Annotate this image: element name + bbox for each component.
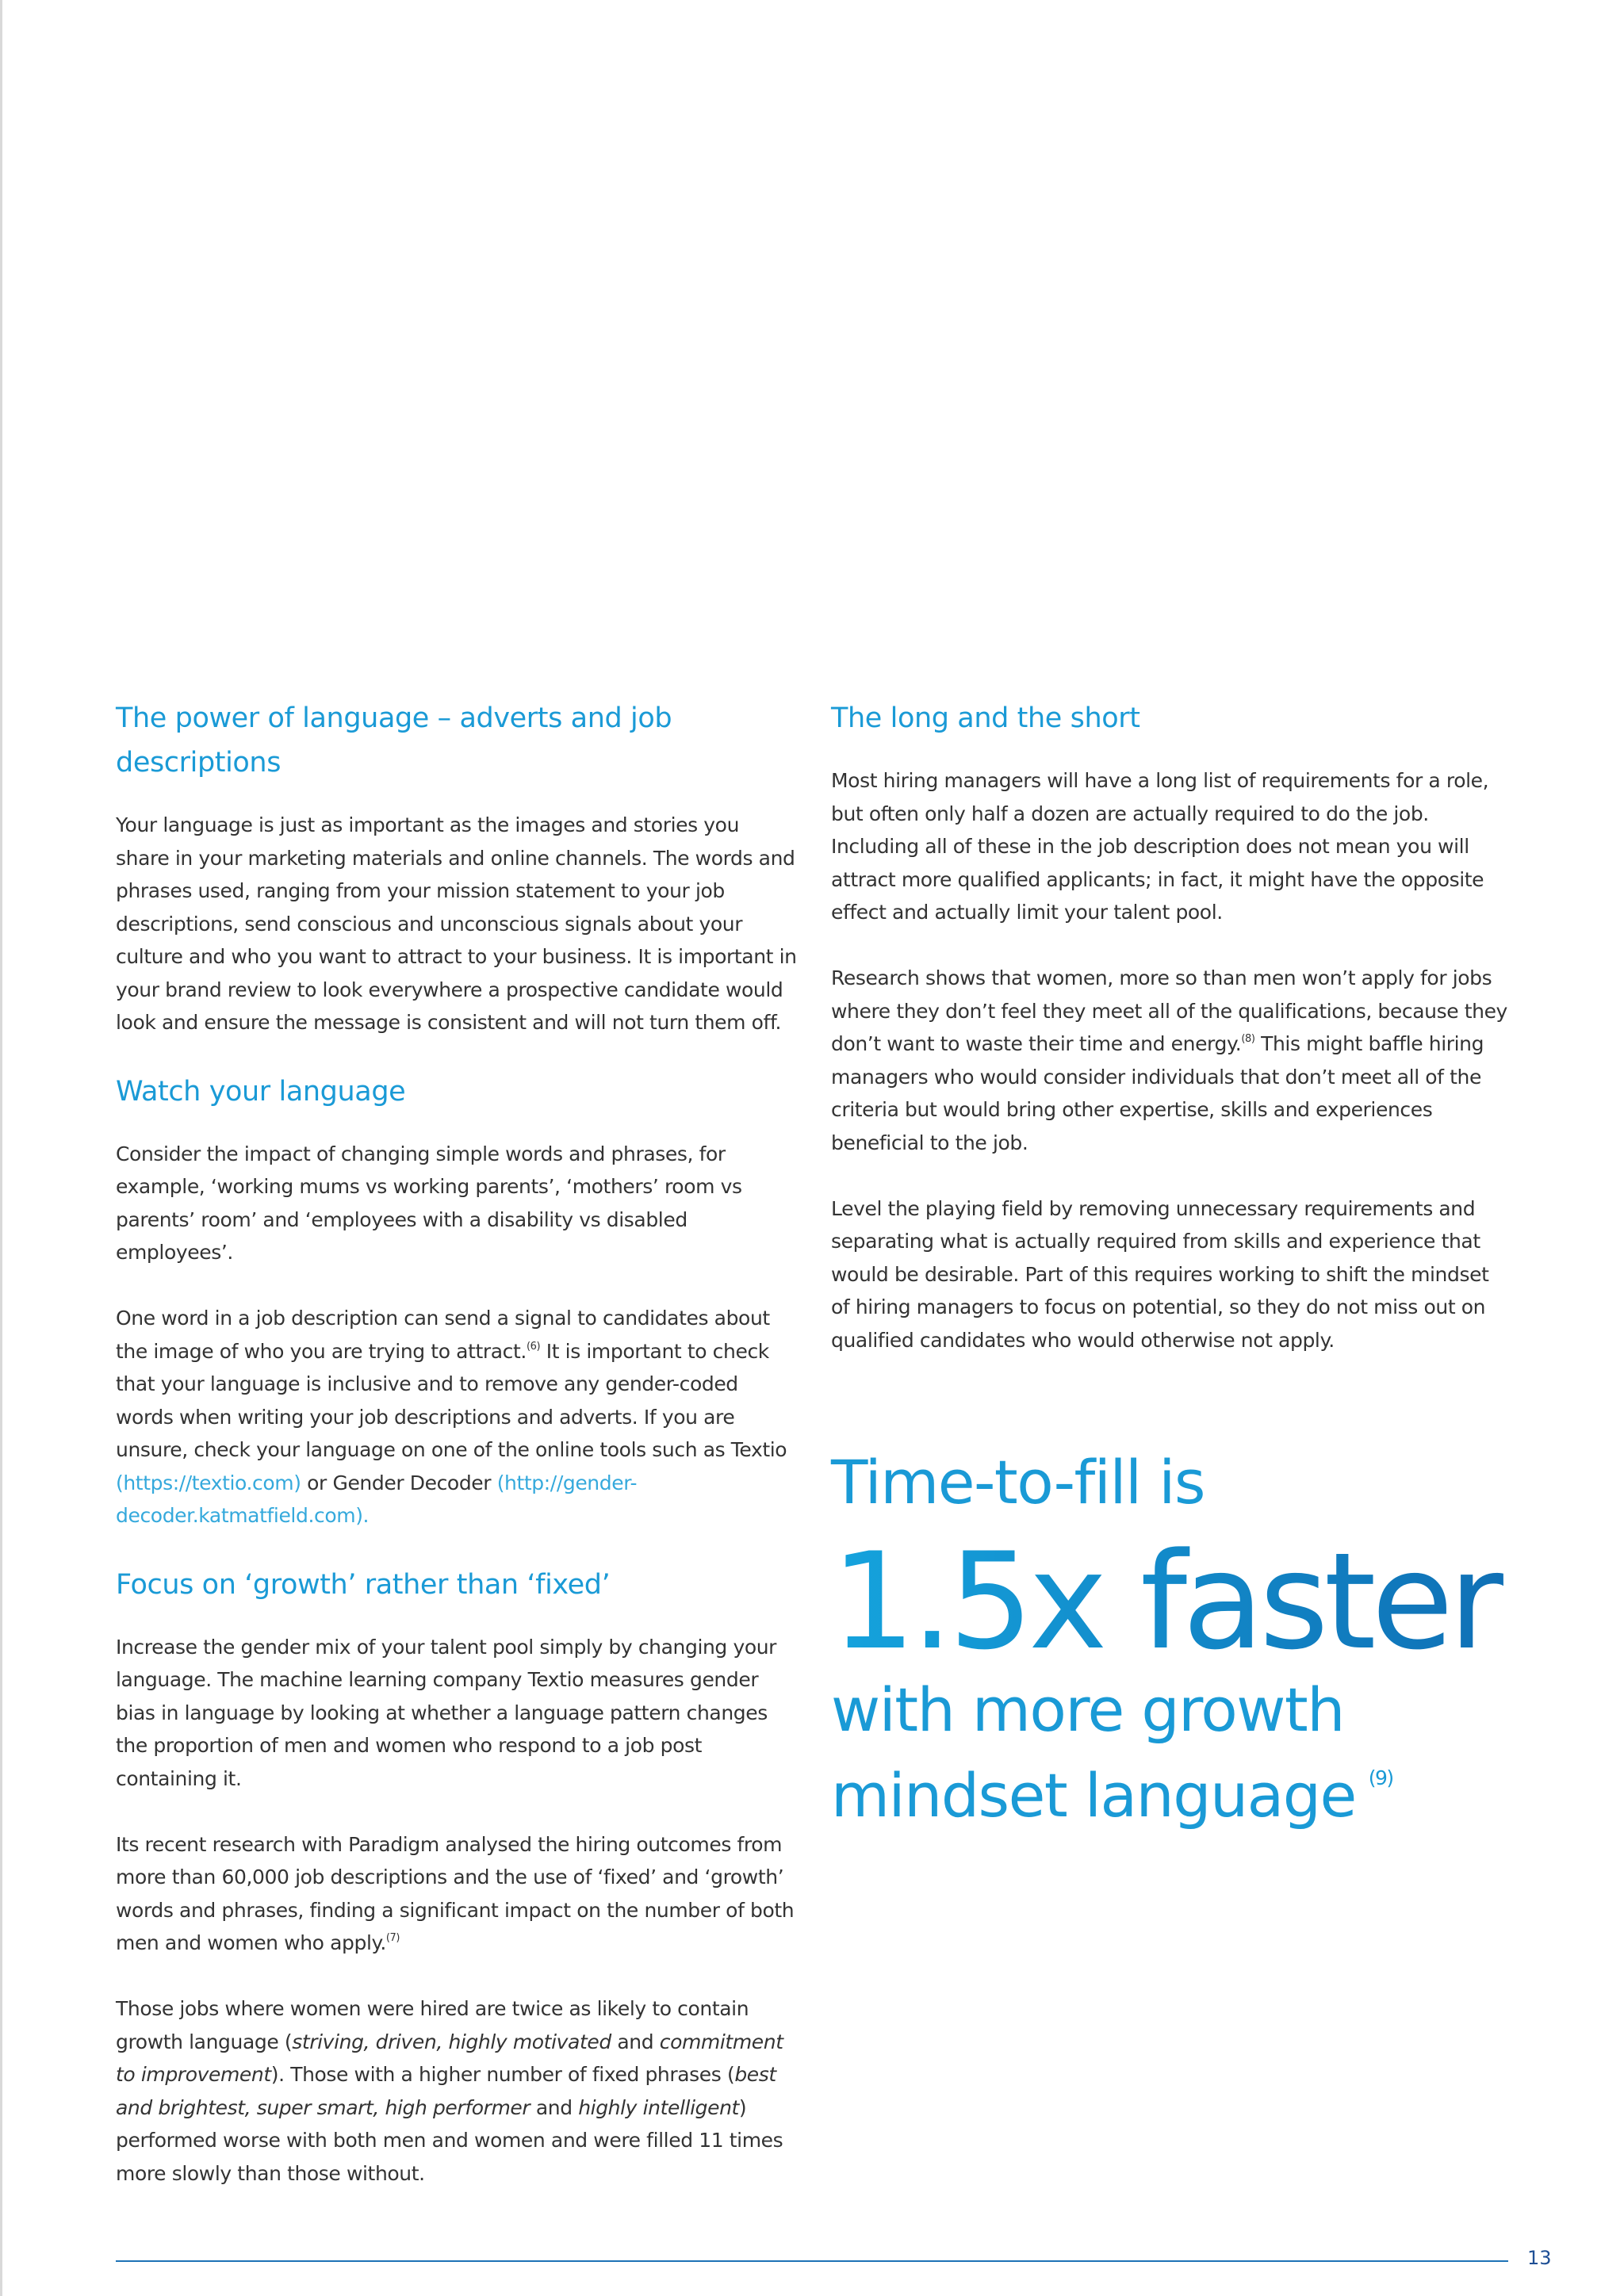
research-text-1: Research shows that women, more so than men won’t apply for jobs where they don’t feel they meet all of the qualifications, because they don’t want to waste their time and energy. — [831, 966, 1507, 1055]
fixed-terms-2: highly intelligent — [578, 2095, 739, 2119]
stat-line-time-to-fill: Time-to-fill is — [831, 1447, 1205, 1517]
stat-callout — [831, 1443, 1545, 1830]
fixed-terms: best and brightest, super smart, high performer — [116, 2063, 776, 2119]
paragraph-research-women — [831, 962, 1513, 1159]
growth-terms-2: commitment to improvement — [116, 2030, 783, 2086]
stat-line-mindset — [831, 1744, 1545, 1830]
textio-link[interactable]: (https://textio.com) — [116, 1471, 301, 1494]
research-text-2: This might baffle hiring managers who would consider individuals that don’t meet all of the criteria but would bring other expertise, skills and experiences beneficial to the job. — [831, 1032, 1484, 1154]
paragraph-one-word — [116, 1302, 798, 1533]
growth-terms: striving, driven, highly motivated — [292, 2030, 611, 2053]
growth-text-i: ) performed worse with both men and women and were filled 11 times more slowly than those without. — [116, 2095, 783, 2185]
heading-long-and-short: The long and the short — [831, 702, 1140, 734]
paragraph-power-of-language: Your language is just as important as the images and stories you share in your marketing materials and online channels. The words and phrases used, ranging from your mission statement to your job descriptions, send conscious and unconscious signals about your culture and who you want to attract to your business. It is important in your brand review to look everywhere a prospective candidate would look and ensure the message is consistent and will not turn them off. — [116, 813, 797, 1034]
one-word-text-3: or Gender Decoder — [301, 1471, 497, 1494]
stat-line-growth: with more growth — [831, 1674, 1344, 1745]
paradigm-text: Its recent research with Paradigm analysed the hiring outcomes from more than 60,000 job descriptions and the use of ‘fixed’ and ‘growth’ words and phrases, finding a significant impact on the number of both men and women who apply. — [116, 1832, 795, 1954]
gender-decoder-link[interactable]: (http://gender-decoder.katmatfield.com). — [116, 1471, 638, 1527]
growth-text-e: ). Those with a higher number of fixed phrases ( — [270, 2063, 735, 2086]
heading-power-of-language: The power of language – adverts and job descriptions — [116, 702, 672, 779]
right-column — [831, 696, 1513, 1357]
heading-growth-vs-fixed: Focus on ‘growth’ rather than ‘fixed’ — [116, 1568, 611, 1601]
paragraph-growth-language — [116, 1992, 798, 2190]
footer-rule — [116, 2260, 1508, 2262]
one-word-text-1: One word in a job description can send a signal to candidates about the image of who you are trying to attract. — [116, 1307, 770, 1363]
stat-big-number: 1.5x faster — [831, 1530, 1545, 1673]
page-edge — [0, 0, 2, 2296]
stat-mindset-text: mindset language — [831, 1760, 1356, 1831]
paragraph-level-field: Level the playing field by removing unnecessary requirements and separating what is actually required from skills and experience that would be desirable. Part of this requires working to shift the mindset of hiring managers to focus on potential, so they do not miss out on qualified candidates who would otherwise not apply. — [831, 1196, 1489, 1352]
paragraph-gender-mix: Increase the gender mix of your talent pool simply by changing your language. The machine learning company Textio measures gender bias in language by looking at whether a language pattern changes the proportion of men and women who respond to a job post containing it. — [116, 1635, 777, 1790]
footnote-ref-8: (8) — [1241, 1033, 1255, 1045]
footnote-ref-9: (9) — [1368, 1766, 1393, 1789]
left-column — [116, 696, 798, 2190]
heading-watch-your-language: Watch your language — [116, 1075, 406, 1108]
footnote-ref-7: (7) — [385, 1932, 400, 1944]
growth-text-c: and — [611, 2030, 660, 2053]
page-number: 13 — [1527, 2247, 1552, 2269]
growth-text-g: and — [530, 2095, 579, 2119]
growth-text-a: Those jobs where women were hired are twice as likely to contain growth language ( — [116, 1997, 749, 2053]
paragraph-paradigm-research — [116, 1828, 798, 1960]
paragraph-simple-words: Consider the impact of changing simple words and phrases, for example, ‘working mums vs working parents’, ‘mothers’ room vs parents’ room’ and ‘employees with a disability vs disabled employees’. — [116, 1142, 742, 1264]
paragraph-requirements: Most hiring managers will have a long list of requirements for a role, but often only half a dozen are actually required to do the job. Including all of these in the job description does not mean you will attract more qualified applicants; in fact, it might have the opposite effect and actually limit your talent pool. — [831, 769, 1489, 924]
footnote-ref-6: (6) — [526, 1340, 541, 1353]
one-word-text-2: It is important to check that your language is inclusive and to remove any gender-coded words when writing your job descriptions and adverts. If you are unsure, check your language on one of the online tools such as Textio — [116, 1339, 787, 1461]
